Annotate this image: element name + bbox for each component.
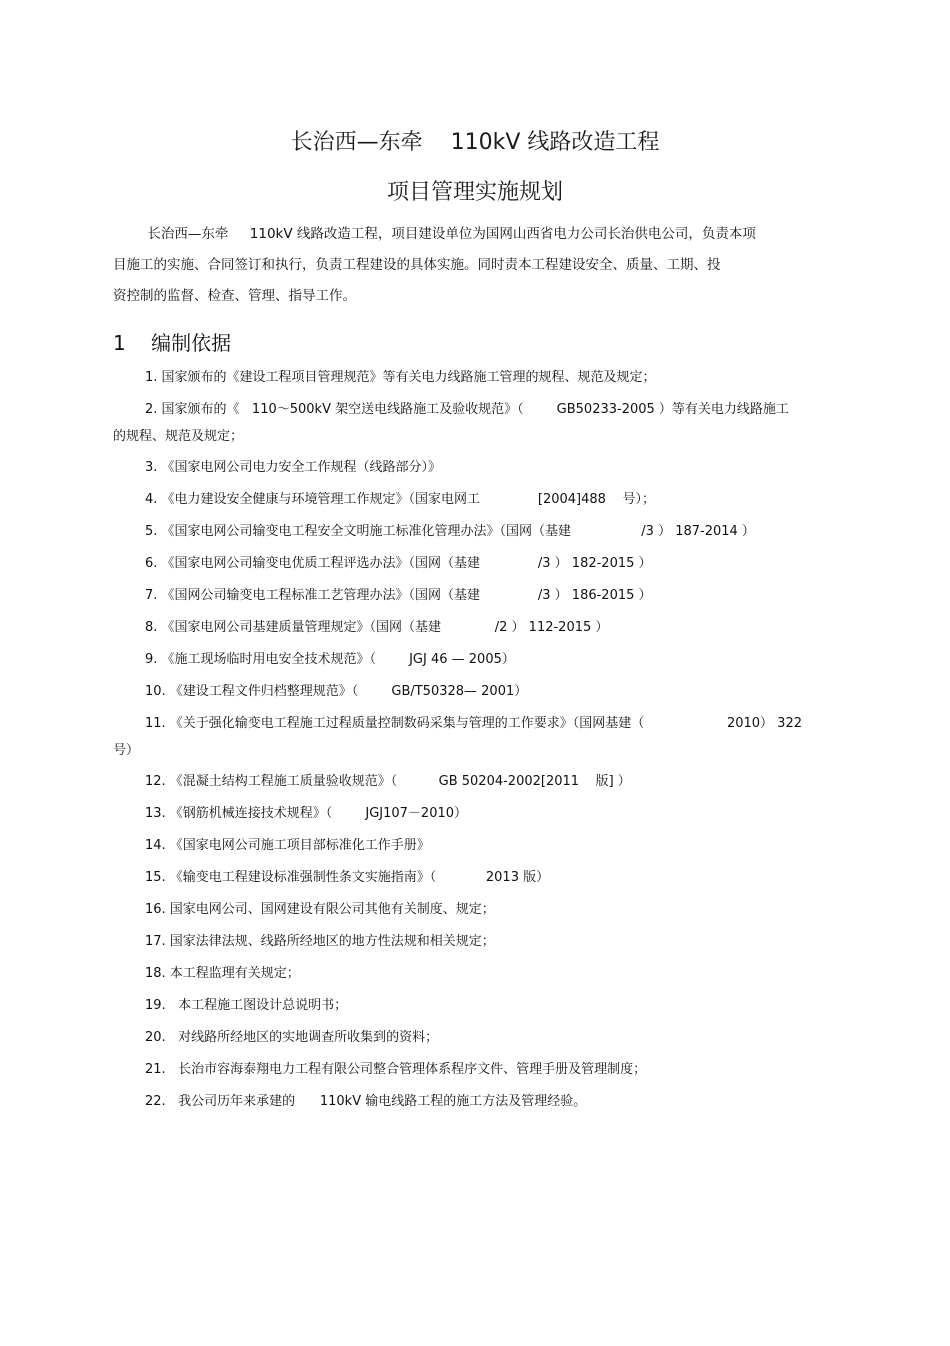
list-item — [113, 990, 843, 1022]
list-item-text: 12. 《混凝土结构工程施工质量验收规范》（ GB 50204-2002[2011 版] ） — [145, 774, 631, 789]
list-item — [113, 394, 843, 452]
list-item-text: 7. 《国网公司输变电工程标准工艺管理办法》（国网（基建 /3 ） 186-2015 ） — [145, 588, 652, 603]
list-item-text: 22. 我公司历年来承建的 110kV 输电线路工程的施工方法及管理经验。 — [145, 1094, 587, 1109]
list-item-text: 11. 《关于强化输变电工程施工过程质量控制数码采集与管理的工作要求》（国网基建（ 2010） 322 — [145, 716, 802, 731]
list-item-text: 10. 《建设工程文件归档整理规范》（ GB/T50328— 2001） — [145, 684, 528, 699]
list-item-text: 21. 长治市容海泰翔电力工程有限公司整合管理体系程序文件、管理手册及管理制度； — [145, 1062, 647, 1077]
list-item — [113, 516, 843, 548]
list-item — [113, 676, 843, 708]
intro-line: 长治西—东牵 110kV 线路改造工程，项目建设单位为国网山西省电力公司长治供电公司，负责本项 — [113, 226, 756, 242]
list-item-continuation: 的规程、规范及规定； — [113, 429, 244, 444]
reference-list — [113, 362, 843, 1118]
list-item — [113, 362, 843, 394]
list-item — [113, 452, 843, 484]
list-item — [113, 644, 843, 676]
list-item — [113, 1086, 843, 1118]
list-item-continuation: 号） — [113, 743, 140, 758]
list-item-text: 8. 《国家电网公司基建质量管理规定》（国网（基建 /2 ） 112-2015 ） — [145, 620, 609, 635]
list-item — [113, 1022, 843, 1054]
intro-paragraph — [113, 219, 813, 312]
document-title: 长治西—东牵 110kV 线路改造工程 — [290, 130, 660, 155]
intro-line: 资控制的监督、检查、管理、指导工作。 — [113, 288, 356, 304]
list-item — [113, 862, 843, 894]
list-item-text: 16. 国家电网公司、国网建设有限公司其他有关制度、规定； — [145, 902, 495, 917]
list-item — [113, 612, 843, 644]
list-item-text: 15. 《输变电工程建设标准强制性条文实施指南》（ 2013 版） — [145, 870, 550, 885]
intro-line: 目施工的实施、合同签订和执行，负责工程建设的具体实施。同时责本工程建设安全、质量、工期、投 — [113, 257, 721, 273]
document-subtitle: 项目管理实施规划 — [386, 180, 563, 205]
list-item — [113, 798, 843, 830]
list-item-text: 4. 《电力建设安全健康与环境管理工作规定》（国家电网工 [2004]488 号）； — [145, 492, 655, 507]
list-item-text: 9. 《施工现场临时用电安全技术规范》（ JGJ 46 — 2005） — [145, 652, 515, 667]
list-item — [113, 894, 843, 926]
section-heading: 1 编制依据 — [113, 331, 232, 355]
list-item-text: 2. 国家颁布的《 110～500kV 架空送电线路施工及验收规范》（ GB50233-2005 ）等有关电力线路施工 — [145, 402, 789, 417]
list-item — [113, 580, 843, 612]
list-item — [113, 766, 843, 798]
list-item — [113, 548, 843, 580]
list-item-text: 19. 本工程施工图设计总说明书； — [145, 998, 348, 1013]
list-item — [113, 926, 843, 958]
list-item — [113, 830, 843, 862]
list-item-text: 17. 国家法律法规、线路所经地区的地方性法规和相关规定； — [145, 934, 495, 949]
list-item-text: 14. 《国家电网公司施工项目部标准化工作手册》 — [145, 838, 430, 853]
list-item — [113, 484, 843, 516]
list-item — [113, 708, 843, 766]
list-item-text: 5. 《国家电网公司输变电工程安全文明施工标准化管理办法》（国网（基建 /3 ） 187-2014 ） — [145, 524, 755, 539]
list-item — [113, 958, 843, 990]
list-item-text: 18. 本工程监理有关规定； — [145, 966, 300, 981]
list-item-text: 3. 《国家电网公司电力安全工作规程（线路部分）》 — [145, 460, 442, 475]
list-item — [113, 1054, 843, 1086]
list-item-text: 1. 国家颁布的《建设工程项目管理规范》等有关电力线路施工管理的规程、规范及规定； — [145, 370, 656, 385]
list-item-text: 6. 《国家电网公司输变电优质工程评选办法》（国网（基建 /3 ） 182-2015 ） — [145, 556, 652, 571]
list-item-text: 13. 《钢筋机械连接技术规程》（ JGJ107－2010） — [145, 806, 468, 821]
list-item-text: 20. 对线路所经地区的实地调查所收集到的资料； — [145, 1030, 439, 1045]
